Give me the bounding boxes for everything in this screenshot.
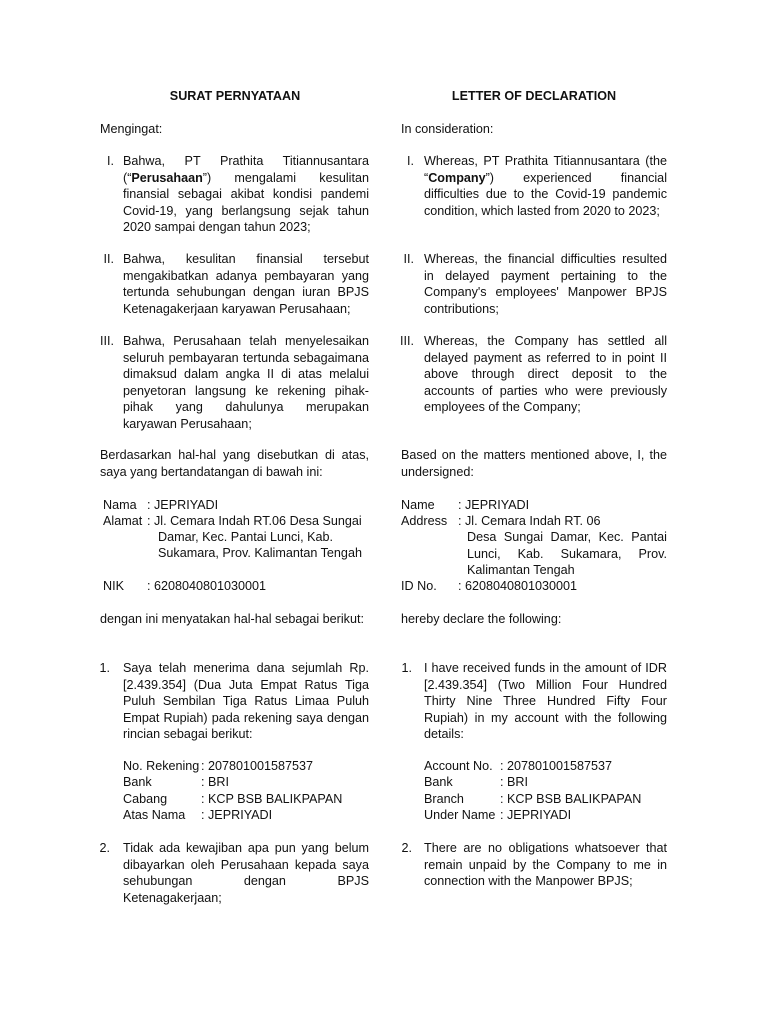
left-point-2: Tidak ada kewajiban apa pun yang belum dibayarkan oleh Perusahaan kepada saya sehubungan dengan BPJS Ketenagakerjaan; (123, 841, 369, 905)
right-title: LETTER OF DECLARATION (451, 89, 617, 103)
right-item-1-bold: Company (428, 170, 486, 185)
left-item-2: Bahwa, kesulitan finansial tersebut mengakibatkan adanya pembayaran yang tertunda sehubungan dengan iuran BPJS Ketenagakerjaan karyawan Perusahaan; (123, 252, 369, 316)
left-bank-label-2: Bank (123, 775, 152, 789)
left-bank-value-1: : 207801001587537 (201, 759, 314, 773)
left-address-line1: : Jl. Cemara Indah RT.06 Desa Sungai (147, 514, 362, 528)
right-bank-label-4: Under Name (424, 808, 496, 822)
left-intro: Mengingat: (100, 122, 163, 136)
left-item-1-post: ”) mengalami kesulitan finansial sebagai akibat kondisi pandemi Covid-19, yang berlangsung sejak tahun 2020 sampai dengan tahun 2023; (123, 170, 369, 234)
right-intro: In consideration: (401, 122, 494, 136)
right-point-1-number: 1. (401, 661, 412, 675)
right-item-1-number: I. (407, 154, 414, 168)
left-bank-label-3: Cabang (123, 792, 168, 806)
left-bank-label-4: Atas Nama (123, 808, 186, 822)
right-bank-label-3: Branch (424, 792, 464, 806)
right-item-3-number: III. (400, 334, 414, 348)
right-bank-value-4: : JEPRIYADI (500, 808, 572, 822)
right-bank-value-2: : BRI (500, 775, 528, 789)
left-point-2-number: 2. (99, 841, 110, 855)
left-address-label: Alamat (103, 514, 143, 528)
right-address-line1: : Jl. Cemara Indah RT. 06 (458, 514, 601, 528)
left-point-1-number: 1. (99, 661, 110, 675)
right-nik-label: ID No. (401, 579, 437, 593)
right-bank-value-3: : KCP BSB BALIKPAPAN (500, 792, 642, 806)
left-based: Berdasarkan hal-hal yang disebutkan di atas, saya yang bertandatangan di bawah ini: (100, 448, 369, 479)
left-declare: dengan ini menyatakan hal-hal sebagai berikut: (100, 612, 364, 626)
left-bank-value-3: : KCP BSB BALIKPAPAN (201, 792, 343, 806)
left-item-1-pre: Bahwa, PT Prathita Titiannusantara (“ (123, 154, 369, 185)
right-item-2-number: II. (403, 252, 414, 266)
left-item-2-number: II. (103, 252, 114, 266)
right-name-value: : JEPRIYADI (458, 498, 530, 512)
left-bank-label-1: No. Rekening (123, 759, 200, 773)
left-name-value: : JEPRIYADI (147, 498, 219, 512)
left-title: SURAT PERNYATAAN (169, 89, 301, 103)
left-address-line3: Sukamara, Prov. Kalimantan Tengah (158, 546, 362, 560)
left-bank-value-4: : JEPRIYADI (201, 808, 273, 822)
right-address-rest: Desa Sungai Damar, Kec. Pantai Lunci, Kab. Sukamara, Prov. Kalimantan Tengah (467, 530, 667, 577)
left-item-1-number: I. (107, 154, 114, 168)
right-item-1 (424, 153, 667, 219)
right-item-2: Whereas, the financial difficulties resulted in delayed payment pertaining to the Company's employees' Manpower BPJS contributions; (424, 252, 667, 316)
right-bank-label-2: Bank (424, 775, 453, 789)
left-item-1 (123, 153, 369, 236)
left-nik-value: : 6208040801030001 (147, 579, 267, 593)
right-declare: hereby declare the following: (401, 612, 562, 626)
right-bank-value-1: : 207801001587537 (500, 759, 613, 773)
left-address-line2: Damar, Kec. Pantai Lunci, Kab. (158, 530, 334, 544)
right-item-1-post: ”) experienced financial difficulties due to the Covid-19 pandemic condition, which lasted from 2020 to 2023; (424, 170, 667, 218)
left-nik-label: NIK (103, 579, 124, 593)
left-point-1: Saya telah menerima dana sejumlah Rp. [2.439.354] (Dua Juta Empat Ratus Tiga Puluh Sembilan Tiga Ratus Limaa Puluh Empat Rupiah) pada rekening saya dengan rincian sebagai berikut: (123, 661, 369, 741)
right-point-2-number: 2. (401, 841, 412, 855)
right-item-1-pre: Whereas, PT Prathita Titiannusantara (the “ (424, 154, 667, 185)
right-address-label: Address (401, 514, 448, 528)
right-name-label: Name (401, 498, 435, 512)
left-name-label: Nama (103, 498, 137, 512)
right-nik-value: : 6208040801030001 (458, 579, 578, 593)
right-point-1: I have received funds in the amount of IDR [2.439.354] (Two Million Four Hundred Thirty Nine Three Hundred Fifty Four Rupiah) in my account with the following details: (424, 661, 667, 741)
left-item-3: Bahwa, Perusahaan telah menyelesaikan seluruh pembayaran tertunda sebagaimana dimaksud dalam angka II di atas melalui penyetoran langsung ke rekening pihak-pihak yang dahulunya merupakan karyawan Perusahaan; (123, 334, 369, 431)
right-item-3: Whereas, the Company has settled all delayed payment as referred to in point II above through direct deposit to the accounts of parties who were previously employees of the Company; (424, 334, 667, 414)
right-based: Based on the matters mentioned above, I, the undersigned: (401, 448, 667, 479)
right-bank-label-1: Account No. (424, 759, 493, 773)
right-point-2: There are no obligations whatsoever that remain unpaid by the Company to me in connection with the Manpower BPJS; (424, 841, 667, 888)
left-item-1-bold: Perusahaan (131, 170, 203, 185)
left-bank-value-2: : BRI (201, 775, 229, 789)
left-item-3-number: III. (100, 334, 114, 348)
